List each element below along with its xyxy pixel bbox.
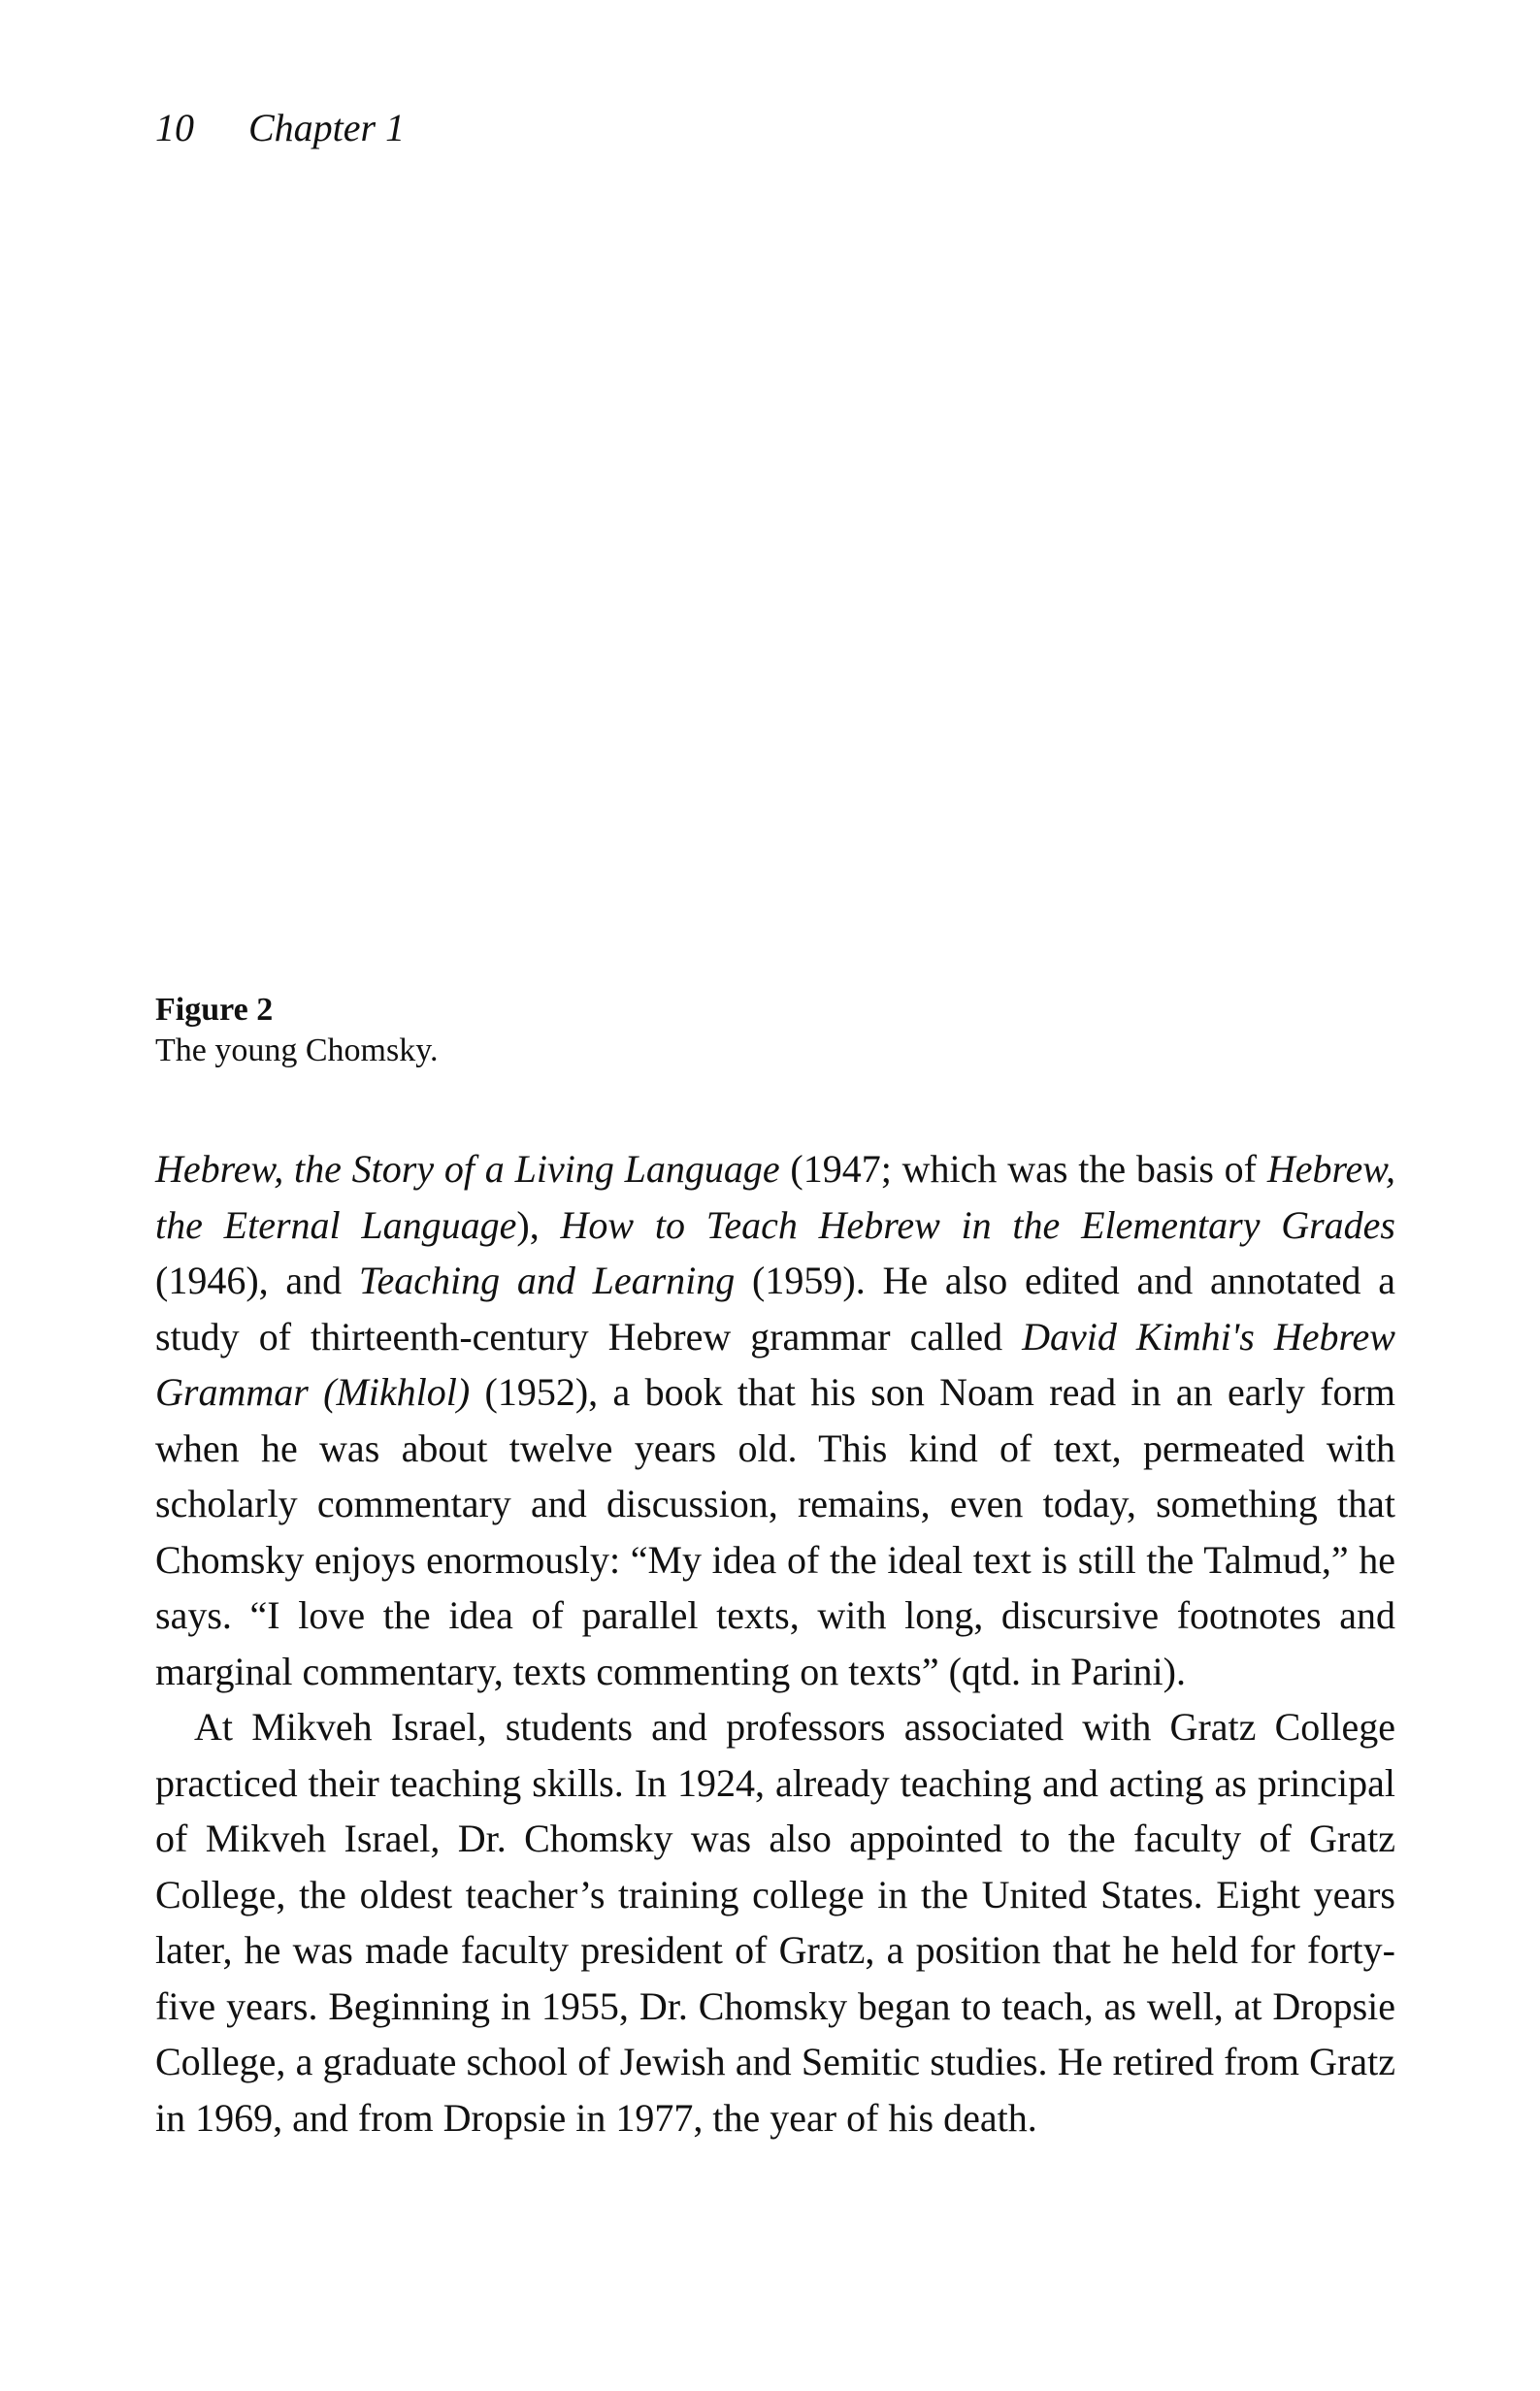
body-text (155, 1141, 1395, 2145)
book-title-3: How to Teach Hebrew in the Elementary Grades (560, 1202, 1395, 1247)
book-title-5: David Kimhi's Hebrew Grammar (Mikhlol) (155, 1314, 1395, 1414)
page-number: 10 (155, 106, 194, 149)
paragraph-2: At Mikveh Israel, students and professors associated with Gratz College practiced their teaching skills. In 1924, already teaching and acting as principal of Mikveh Israel, Dr. Chomsky was also appointed to the faculty of Gratz College, the oldest teacher’s training college in the United States. Eight years later, he was made faculty president of Gratz, a position that he held for forty-five years. Beginning in 1955, Dr. Chomsky began to teach, as well, at Dropsie College, a graduate school of Jewish and Semitic studies. He retired from Gratz in 1969, and from Dropsie in 1977, the year of his death. (155, 1705, 1395, 2140)
running-head (155, 106, 406, 149)
figure-caption-text: The young Chomsky. (155, 1032, 439, 1068)
book-title-2: Hebrew, the Eternal Language (155, 1147, 1395, 1247)
book-title-1: Hebrew, the Story of a Living Language (155, 1147, 780, 1191)
book-title-4: Teaching and Learning (358, 1259, 736, 1302)
figure-caption (155, 990, 439, 1071)
chapter-title: Chapter 1 (248, 106, 406, 149)
paragraph-1: Hebrew, the Story of a Living Language (1947; which was the basis of Hebrew, the Eternal Language), How to Teach Hebrew in the Elementary Grades (1946), and Teaching and Learning (1959). He also edited and annotated a study of thirteenth-century Hebrew grammar called David Kimhi's Hebrew Grammar (Mikhlol) (1952), a book that his son Noam read in an early form when he was about twelve years old. This kind of text, permeated with scholarly commentary and discussion, remains, even today, something that Chomsky enjoys enormously: “My idea of the ideal text is still the Talmud,” he says. “I love the idea of parallel texts, with long, discursive footnotes and marginal commentary, texts commenting on texts” (qtd. in Parini). (155, 1147, 1396, 1693)
figure-label: Figure 2 (155, 992, 274, 1028)
figure-image-area (155, 184, 1388, 970)
